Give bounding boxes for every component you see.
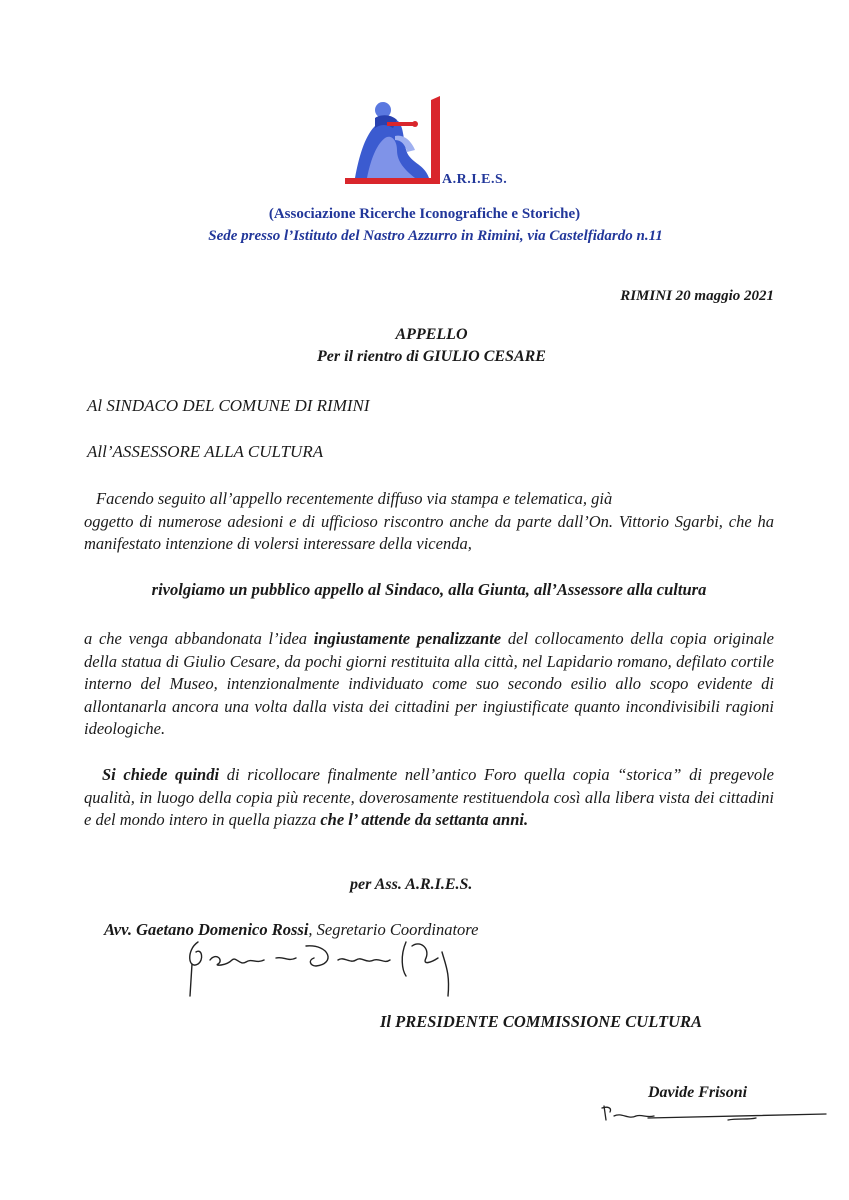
- paragraph-intro: [84, 488, 774, 556]
- letter-date: RIMINI 20 maggio 2021: [620, 288, 774, 304]
- signature-per: per Ass. A.R.I.E.S.: [350, 876, 473, 893]
- association-name: (Associazione Ricerche Iconografiche e Storiche): [268, 206, 581, 222]
- signer-name: Avv. Gaetano Domenico Rossi: [104, 920, 309, 939]
- p3-bold-end: che l’ attende da settanta anni.: [320, 810, 529, 829]
- letter-title: APPELLO: [395, 326, 468, 343]
- p3-text: di ricollocare finalmente nell’antico Foro quella copia “storica” di pregevole qualità, in luogo della copia più recente, doverosamente restituendola così alla libera vista dei cittadini e del mondo intero in quella piazza: [84, 765, 774, 829]
- paragraph-request: [84, 764, 774, 832]
- association-address: Sede presso l’Istituto del Nastro Azzurro in Rimini, via Castelfidardo n.11: [208, 228, 663, 244]
- handwritten-signature-frisoni: [598, 1098, 830, 1126]
- paragraph-intro-line1: Facendo seguito all’appello recentemente diffuso via stampa e telematica, già: [96, 489, 613, 508]
- p3-bold: Si chiede quindi: [102, 765, 220, 784]
- logo-acronym: A.R.I.E.S.: [442, 172, 508, 187]
- signer-role: , Segretario Coordinatore: [308, 920, 479, 939]
- paragraph-intro-rest: oggetto di numerose adesioni e di ufficioso riscontro anche da parte dall’On. Vittorio Sgarbi, che ha manifestato intenzione di volersi interessare della vicenda,: [84, 511, 774, 553]
- p2-bold: ingiustamente penalizzante: [313, 629, 502, 648]
- paragraph-appeal: [84, 628, 774, 741]
- letter-subtitle: Per il rientro di GIULIO CESARE: [317, 348, 546, 365]
- bold-appeal: rivolgiamo un pubblico appello al Sindaco, alla Giunta, all’Assessore alla cultura: [151, 580, 707, 599]
- recipient-assessor: All’ASSESSORE ALLA CULTURA: [87, 442, 324, 461]
- recipient-mayor: Al SINDACO DEL COMUNE DI RIMINI: [87, 396, 370, 415]
- aries-logo: [345, 96, 440, 186]
- p2-text-a: a che venga abbandonata l’idea: [84, 629, 314, 648]
- p2-text-b: del collocamento della copia originale della statua di Giulio Cesare, da pochi giorni restituita alla città, nel Lapidario romano, defilato cortile interno del Museo, intenzionalmente individuato come suo secondo esilio allo scopo evidente di allontanarla ancora una volta dalla vista dei cittadini per ingiustificate quanto incondivisibili ragioni ideologiche.: [84, 629, 774, 738]
- president-title: Il PRESIDENTE COMMISSIONE CULTURA: [380, 1012, 702, 1031]
- handwritten-signature-rossi: [180, 930, 480, 1002]
- president-name: Davide Frisoni: [648, 1084, 748, 1101]
